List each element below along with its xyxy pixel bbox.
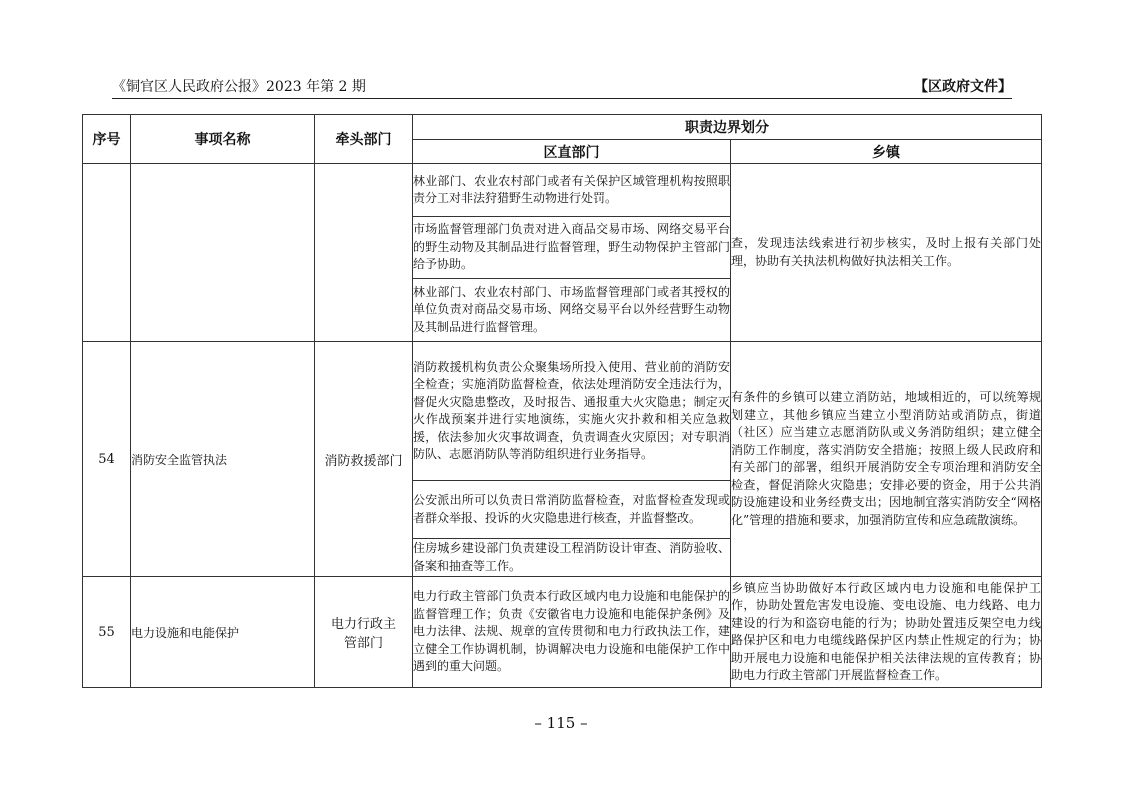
- section-label: 【区政府文件】: [914, 79, 1012, 95]
- row-district-text: 公安派出所可以负责日常消防监督检查，对监督检查发现或者群众举报、投诉的火灾隐患进行核查，并监督整改。: [413, 481, 731, 539]
- cont-lead-cell: [315, 164, 413, 342]
- table-row: [83, 577, 1042, 688]
- row-district-text: 消防救援机构负责公众聚集场所投入使用、营业前的消防安全检查；实施消防监督检查，依法处理消防安全违法行为，督促火灾隐患整改，及时报告、通报重大火灾隐患；制定灭火作战预案并进行实地演练，实施火灾扑救和相关应急救援，依法参加火灾事故调查，负责调查火灾原因；对专职消防队、志愿消防队等消防组织进行业务指导。: [413, 342, 731, 481]
- cont-district-text: 市场监督管理部门负责对进入商品交易市场、网络交易平台的野生动物及其制品进行监督管理，野生动物保护主管部门给予协助。: [413, 217, 731, 279]
- header-item: 事项名称: [131, 115, 315, 164]
- header-lead: 牵头部门: [315, 115, 413, 164]
- row-lead: 电力行政主管部门: [315, 577, 413, 688]
- row-index: 55: [83, 577, 131, 688]
- page-number: – 115 –: [534, 714, 588, 732]
- page-header: [112, 78, 1012, 99]
- header-index: 序号: [83, 115, 131, 164]
- row-item: 电力设施和电能保护: [131, 577, 315, 688]
- cont-item-cell: [131, 164, 315, 342]
- table-row: [83, 164, 1042, 217]
- cont-index-cell: [83, 164, 131, 342]
- responsibility-table: [82, 114, 1042, 688]
- row-item: 消防安全监管执法: [131, 342, 315, 577]
- row-lead: 消防救援部门: [315, 342, 413, 577]
- header-town: 乡镇: [731, 140, 1042, 164]
- cont-district-text: 林业部门、农业农村部门、市场监督管理部门或者其授权的单位负责对商品交易市场、网络交易平台以外经营野生动物及其制品进行监督管理。: [413, 279, 731, 342]
- row-index: 54: [83, 342, 131, 577]
- table-header-row: [83, 115, 1042, 140]
- cont-town-text: 查，发现违法线索进行初步核实，及时上报有关部门处理，协助有关执法机构做好执法相关工作。: [731, 164, 1042, 342]
- table-row: [83, 342, 1042, 481]
- row-town-text: 有条件的乡镇可以建立消防站，地域相近的，可以统筹规划建立，其他乡镇应当建立小型消防站或消防点，街道（社区）应当建立志愿消防队或义务消防组织；建立健全消防工作制度，落实消防安全措施；按照上级人民政府和有关部门的部署，组织开展消防安全专项治理和消防安全检查，督促消除火灾隐患；安排必要的资金，用于公共消防设施建设和业务经费支出；因地制宜落实消防安全“网格化”管理的措施和要求，加强消防宣传和应急疏散演练。: [731, 342, 1042, 577]
- row-district-text: 住房城乡建设部门负责建设工程消防设计审查、消防验收、备案和抽查等工作。: [413, 539, 731, 577]
- cont-district-text: 林业部门、农业农村部门或者有关保护区域管理机构按照职责分工对非法狩猎野生动物进行处罚。: [413, 164, 731, 217]
- header-district: 区直部门: [413, 140, 731, 164]
- row-town-text: 乡镇应当协助做好本行政区域内电力设施和电能保护工作，协助处置危害发电设施、变电设施、电力线路、电力建设的行为和盗窃电能的行为；协助处置违反架空电力线路保护区和电力电缆线路保护区内禁止性规定的行为；协助开展电力设施和电能保护相关法律法规的宣传教育；协助电力行政主管部门开展监督检查工作。: [731, 577, 1042, 688]
- header-division: 职责边界划分: [413, 115, 1042, 140]
- bulletin-title: 《铜官区人民政府公报》2023 年第 2 期: [112, 79, 366, 95]
- row-district-text: 电力行政主管部门负责本行政区域内电力设施和电能保护的监督管理工作；负责《安徽省电力设施和电能保护条例》及电力法律、法规、规章的宣传贯彻和电力行政执法工作，建立健全工作协调机制，协调解决电力设施和电能保护工作中遇到的重大问题。: [413, 577, 731, 688]
